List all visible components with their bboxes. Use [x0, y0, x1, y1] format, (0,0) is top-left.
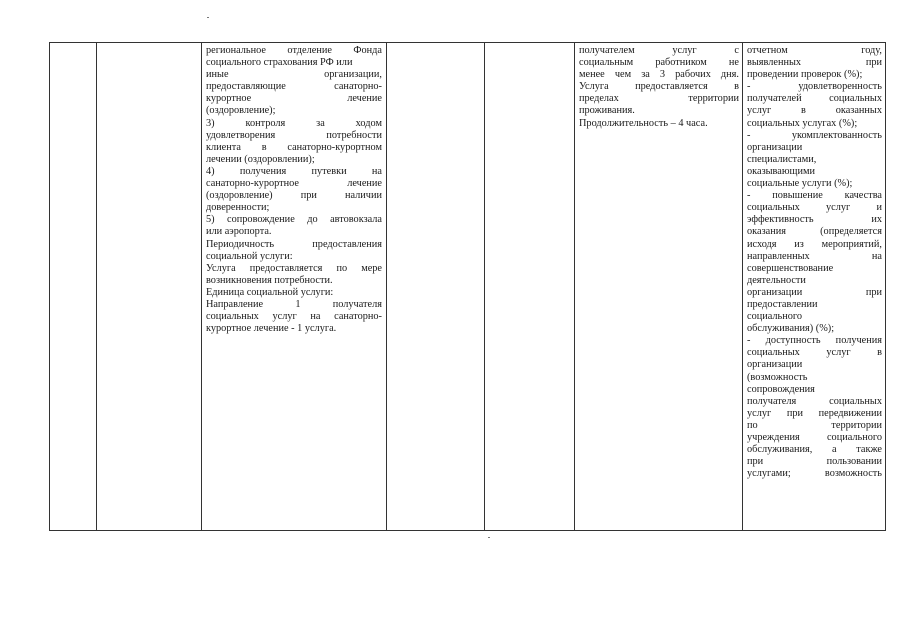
- text-line: менее чем за 3 рабочих дня.: [579, 69, 739, 81]
- text-line: получателем услуг с: [579, 45, 739, 56]
- text-line: или аэропорта.: [206, 226, 272, 238]
- text-line: оказывающими: [747, 165, 816, 177]
- text-line: выявленных при: [747, 57, 882, 69]
- text-line: пределах территории: [579, 93, 739, 105]
- text-line: Услуга предоставляется в: [579, 81, 739, 93]
- text-line: возникновения потребности.: [206, 274, 333, 286]
- text-line: иные организации,: [206, 69, 382, 81]
- table-col-border: [742, 42, 743, 531]
- text-line: услугами; возможность: [747, 468, 882, 480]
- text-line: социальных услугах (%);: [747, 117, 858, 129]
- table-col-border: [885, 42, 886, 531]
- text-line: 4) получения путевки на: [206, 165, 382, 177]
- scan-speck: [488, 537, 490, 538]
- text-line: 3) контроля за ходом: [206, 117, 382, 129]
- table-col-border: [574, 42, 575, 531]
- text-line: при пользовании: [747, 456, 882, 468]
- text-line: услуг при передвижении: [747, 407, 882, 419]
- text-line: (оздоровление);: [206, 105, 276, 117]
- text-line: социального страхования РФ или: [206, 57, 353, 69]
- table-col-border: [49, 42, 50, 531]
- text-line: организации при: [747, 286, 882, 298]
- text-line: организации: [747, 359, 803, 371]
- text-line: сопровождения: [747, 383, 815, 395]
- text-line: Услуга предоставляется по мере: [206, 262, 382, 274]
- service-description-cell: [206, 45, 382, 335]
- text-line: Продолжительность – 4 часа.: [579, 117, 708, 129]
- text-line: - удовлетворенность: [747, 81, 882, 93]
- table-bottom-border: [49, 530, 885, 531]
- text-line: исходя из мероприятий,: [747, 238, 882, 250]
- text-line: курортное лечение - 1 услуга.: [206, 323, 337, 335]
- text-line: получателей социальных: [747, 93, 882, 105]
- table-col-border: [201, 42, 202, 531]
- table-col-border: [386, 42, 387, 531]
- text-line: эффективность их: [747, 214, 882, 226]
- text-line: социальных услуг и: [747, 202, 882, 214]
- text-line: учреждения социального: [747, 432, 882, 443]
- text-line: по территории: [747, 419, 882, 431]
- text-line: (возможность: [747, 371, 808, 383]
- text-line: 5) сопровождение до автовокзала: [206, 214, 382, 226]
- text-line: услуг в оказанных: [747, 105, 882, 117]
- text-line: доверенности;: [206, 202, 270, 214]
- text-line: социальным работником не: [579, 57, 739, 69]
- text-line: специалистами,: [747, 153, 817, 165]
- text-line: организации: [747, 141, 803, 153]
- text-line: социальных услуг на санаторно-: [206, 311, 382, 323]
- table-top-border: [49, 42, 885, 43]
- service-terms-cell: [579, 45, 739, 130]
- text-line: - повышение качества: [747, 190, 882, 202]
- text-line: региональное отделение Фонда: [206, 45, 382, 56]
- text-line: социальных услуг в: [747, 347, 882, 359]
- text-line: Периодичность предоставления: [206, 238, 382, 250]
- text-line: деятельности: [747, 274, 806, 286]
- text-line: лечении (оздоровлении);: [206, 153, 315, 165]
- text-line: обслуживания) (%);: [747, 323, 835, 335]
- text-line: предоставляющие санаторно-: [206, 81, 382, 93]
- text-line: социальные услуги (%);: [747, 178, 853, 190]
- scan-speck: [207, 17, 209, 18]
- text-line: получателя социальных: [747, 395, 882, 407]
- text-line: Направление 1 получателя: [206, 298, 382, 310]
- text-line: удовлетворения потребности: [206, 129, 382, 141]
- table-col-border: [96, 42, 97, 531]
- text-line: совершенствование: [747, 262, 834, 274]
- table-col-border: [484, 42, 485, 531]
- text-line: направленных на: [747, 250, 882, 262]
- text-line: проживания.: [579, 105, 635, 117]
- text-line: отчетном году,: [747, 45, 882, 56]
- text-line: клиента в санаторно-курортном: [206, 141, 382, 153]
- text-line: (оздоровление) при наличии: [206, 190, 382, 202]
- text-line: Единица социальной услуги:: [206, 286, 334, 298]
- text-line: - укомплектованность: [747, 129, 882, 141]
- text-line: санаторно-курортное лечение: [206, 178, 382, 190]
- text-line: предоставлении: [747, 298, 818, 310]
- text-line: проведении проверок (%);: [747, 69, 863, 81]
- quality-indicators-cell: [747, 45, 882, 480]
- text-line: оказания (определяется: [747, 226, 882, 238]
- text-line: - доступность получения: [747, 335, 882, 347]
- text-line: социального: [747, 311, 803, 323]
- text-line: курортное лечение: [206, 93, 382, 105]
- text-line: обслуживания, а также: [747, 444, 882, 456]
- text-line: социальной услуги:: [206, 250, 293, 262]
